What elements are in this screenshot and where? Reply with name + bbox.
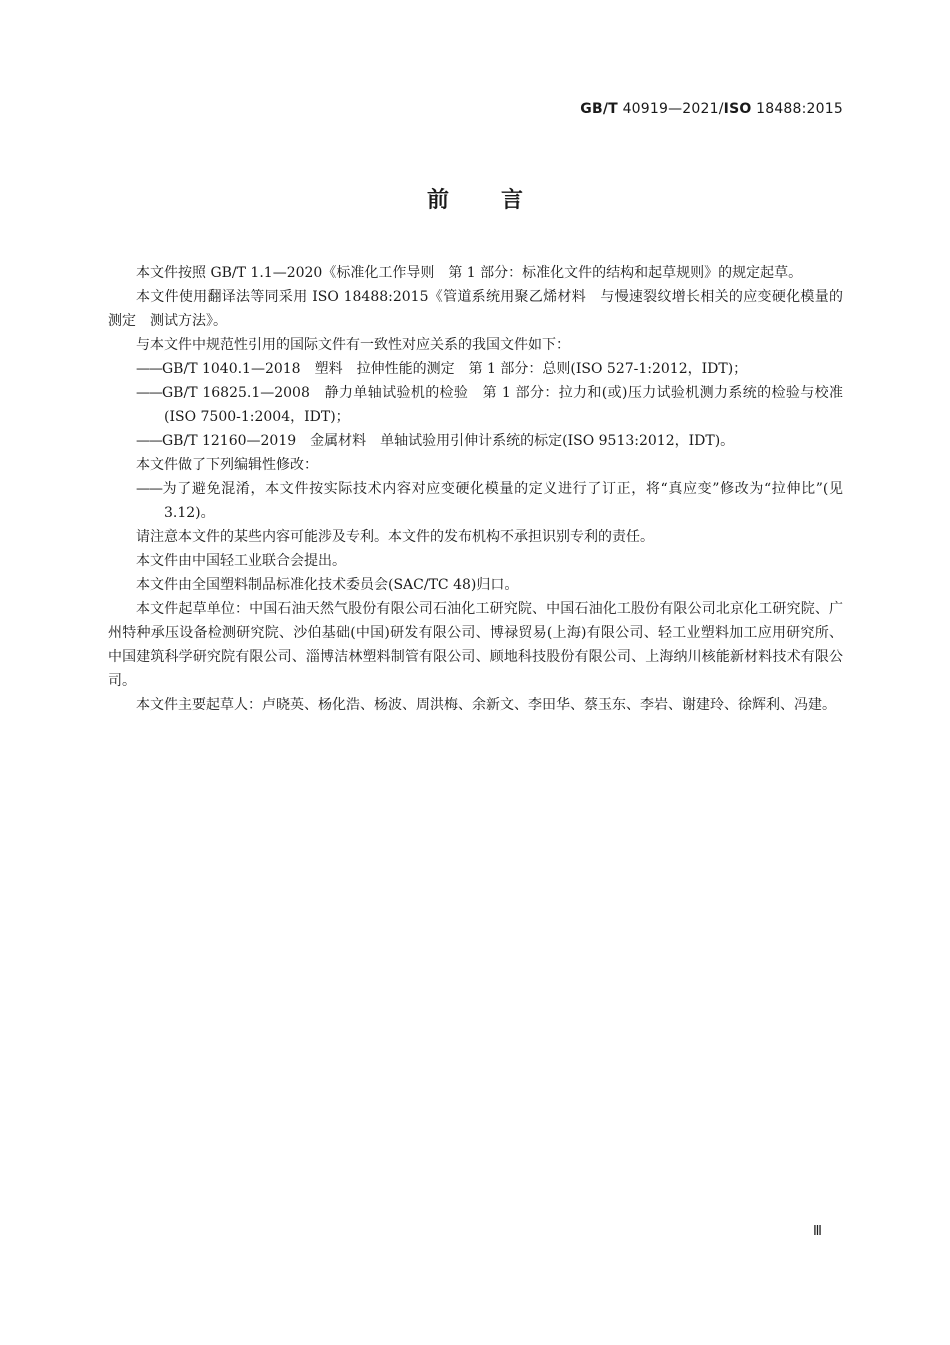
page-title: 前言 xyxy=(426,188,575,213)
page-number: Ⅲ xyxy=(813,1224,822,1239)
reference-item: —— GB/T 12160—2019 金属材料 单轴试验用引伸计系统的标定(ISO 9513:2012，IDT)。 xyxy=(108,429,843,453)
paragraph-edits-intro: 本文件做了下列编辑性修改： xyxy=(136,457,318,473)
paragraph-proposer: 本文件由中国轻工业联合会提出。 xyxy=(136,553,346,569)
paragraph-drafters: 本文件主要起草人：卢晓英、杨化浩、杨波、周洪梅、余新文、李田华、蔡玉东、李岩、谢建玲、徐辉利、冯建。 xyxy=(136,697,836,713)
paragraph-drafting-rules: 本文件按照 GB/T 1.1—2020《标准化工作导则 第 1 部分：标准化文件的结构和起草规则》的规定起草。 xyxy=(136,265,803,281)
paragraph-committee: 本文件由全国塑料制品标准化技术委员会(SAC/TC 48)归口。 xyxy=(136,577,519,593)
reference-item: —— GB/T 1040.1—2018 塑料 拉伸性能的测定 第 1 部分：总则(ISO 527-1:2012，IDT)； xyxy=(108,357,843,381)
standard-code xyxy=(580,101,843,117)
paragraph-patent-notice: 请注意本文件的某些内容可能涉及专利。本文件的发布机构不承担识别专利的责任。 xyxy=(136,529,654,545)
edit-item: —— 为了避免混淆，本文件按实际技术内容对应变硬化模量的定义进行了订正，将“真应变”修改为“拉伸比”(见 3.12)。 xyxy=(108,477,843,525)
foreword-body xyxy=(108,261,843,717)
reference-item: —— GB/T 16825.1—2008 静力单轴试验机的检验 第 1 部分：拉力和(或)压力试验机测力系统的检验与校准(ISO 7500-1:2004，IDT)； xyxy=(108,381,843,429)
paragraph-drafting-units: 本文件起草单位：中国石油天然气股份有限公司石油化工研究院、中国石油化工股份有限公司北京化工研究院、广州特种承压设备检测研究院、沙伯基础(中国)研发有限公司、博禄贸易(上海)有限公司、轻工业塑料加工应用研究所、中国建筑科学研究院有限公司、淄博洁林塑料制管有限公司、顾地科技股份有限公司、上海纳川核能新材料技术有限公司。 xyxy=(108,601,843,689)
standard-code-number: 40919—2021/ xyxy=(617,101,724,117)
standard-code-gb: GB/T xyxy=(580,101,618,117)
standard-code-iso: ISO xyxy=(723,101,752,117)
standard-code-iso-number: 18488:2015 xyxy=(751,101,843,117)
paragraph-adoption: 本文件使用翻译法等同采用 ISO 18488:2015《管道系统用聚乙烯材料 与慢速裂纹增长相关的应变硬化模量的测定 测试方法》。 xyxy=(108,289,843,329)
paragraph-references-intro: 与本文件中规范性引用的国际文件有一致性对应关系的我国文件如下： xyxy=(136,337,570,353)
